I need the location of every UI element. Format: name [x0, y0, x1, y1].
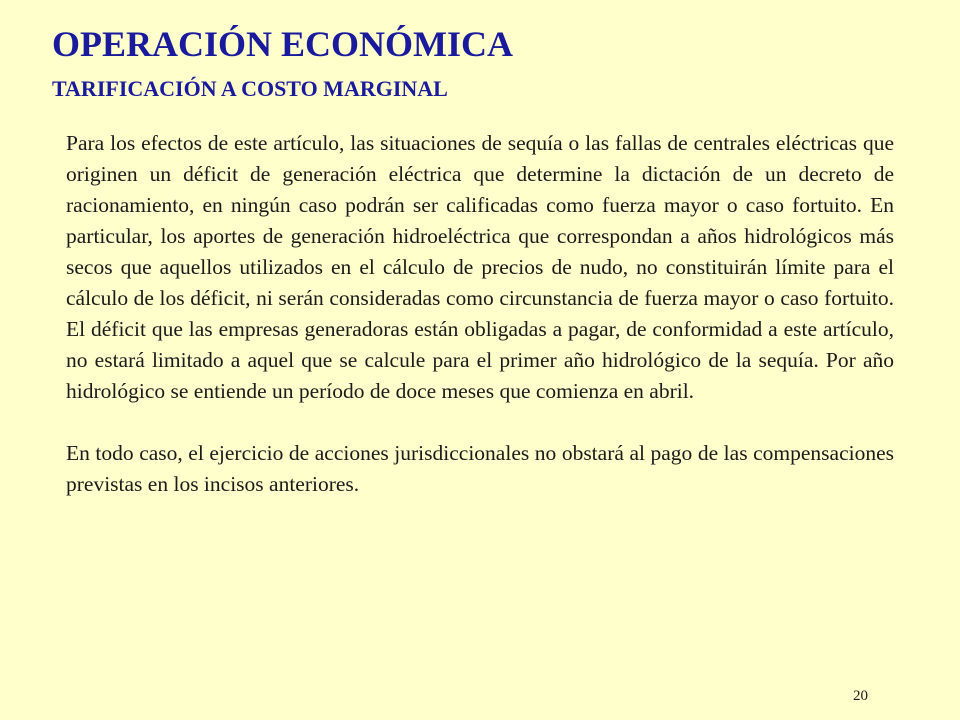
body-paragraph: Para los efectos de este artículo, las situaciones de sequía o las fallas de centrales eléctricas que originen un déficit de generación eléctrica que determine la dictación de un decreto de racionamiento, en ningún caso podrán ser calificadas como fuerza mayor o caso fortuito. En particular, los aportes de generación hidroeléctrica que correspondan a años hidrológicos más secos que aquellos utilizados en el cálculo de precios de nudo, no constituirán límite para el cálculo de los déficit, ni serán consideradas como circunstancia de fuerza mayor o caso fortuito. El déficit que las empresas generadoras están obligadas a pagar, de conformidad a este artículo, no estará limitado a aquel que se calcule para el primer año hidrológico de la sequía. Por año hidrológico se entiende un período de doce meses que comienza en abril. [66, 131, 894, 403]
slide-title: OPERACIÓN ECONÓMICA [52, 24, 514, 64]
slide-subtitle: TARIFICACIÓN A COSTO MARGINAL [52, 76, 448, 101]
body-text [66, 128, 894, 500]
page-number: 20 [853, 688, 868, 704]
body-paragraph: En todo caso, el ejercicio de acciones jurisdiccionales no obstará al pago de las compensaciones previstas en los incisos anteriores. [66, 441, 894, 496]
